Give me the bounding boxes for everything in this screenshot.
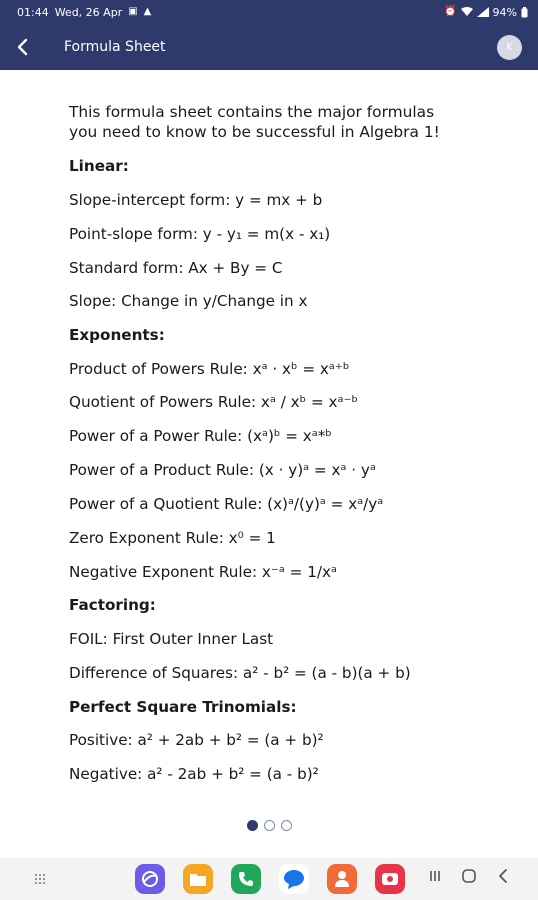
- formula-content: [0, 70, 538, 858]
- formula-product-of-powers: Product of Powers Rule: xᵃ · xᵇ = xᵃ⁺ᵇ: [69, 360, 350, 378]
- wifi-icon: [461, 7, 473, 17]
- page-dot-2[interactable]: [264, 820, 275, 831]
- intro-line: you need to know to be successful in Algebra 1!: [69, 123, 440, 141]
- system-back-button[interactable]: [492, 868, 514, 889]
- system-nav-bar: [0, 858, 538, 900]
- home-button[interactable]: [458, 868, 480, 889]
- section-heading-linear: Linear:: [69, 157, 129, 175]
- intro-line: This formula sheet contains the major formulas: [69, 103, 435, 121]
- recents-button[interactable]: [424, 868, 446, 888]
- screen-recorder-icon[interactable]: [375, 864, 405, 894]
- page-indicator: [0, 820, 538, 831]
- system-back-icon: [497, 868, 509, 884]
- section-heading-exponents: Exponents:: [69, 326, 165, 344]
- formula-negative-trinomial: Negative: a² - 2ab + b² = (a - b)²: [69, 765, 319, 783]
- section-heading-perfect-square-trinomials: Perfect Square Trinomials:: [69, 698, 297, 716]
- formula-zero-exponent: Zero Exponent Rule: x⁰ = 1: [69, 529, 276, 547]
- home-icon: [461, 868, 477, 884]
- back-arrow-icon: [15, 38, 29, 56]
- formula-difference-of-squares: Difference of Squares: a² - b² = (a - b)(a + b): [69, 664, 411, 682]
- formula-quotient-of-powers: Quotient of Powers Rule: xᵃ / xᵇ = xᵃ⁻ᵇ: [69, 393, 358, 411]
- formula-point-slope: Point-slope form: y - y₁ = m(x - x₁): [69, 225, 331, 243]
- phone-icon[interactable]: [231, 864, 261, 894]
- app-drawer-icon[interactable]: [34, 873, 46, 885]
- internet-icon[interactable]: [135, 864, 165, 894]
- back-button[interactable]: [0, 24, 44, 70]
- status-time: 01:44: [17, 5, 49, 19]
- recents-icon: [428, 869, 442, 883]
- app-bar: [0, 24, 538, 70]
- formula-power-of-quotient: Power of a Quotient Rule: (x)ᵃ/(y)ᵃ = xᵃ/yᵃ: [69, 495, 384, 513]
- battery-icon: [521, 7, 528, 18]
- formula-standard-form: Standard form: Ax + By = C: [69, 259, 283, 277]
- formula-power-of-product: Power of a Product Rule: (x · y)ᵃ = xᵃ · yᵃ: [69, 461, 376, 479]
- formula-slope-intercept: Slope-intercept form: y = mx + b: [69, 191, 323, 209]
- contacts-icon[interactable]: [327, 864, 357, 894]
- page-dot-1[interactable]: [247, 820, 258, 831]
- formula-negative-exponent: Negative Exponent Rule: x⁻ᵃ = 1/xᵃ: [69, 563, 337, 581]
- formula-slope: Slope: Change in y/Change in x: [69, 292, 308, 310]
- intro-text: [69, 102, 489, 142]
- page-dot-3[interactable]: [281, 820, 292, 831]
- status-bar: [0, 0, 538, 24]
- avatar[interactable]: K: [497, 35, 522, 60]
- warning-notification-icon: ▲: [143, 6, 152, 17]
- section-heading-factoring: Factoring:: [69, 596, 156, 614]
- alarm-icon: ⏰: [444, 6, 457, 17]
- status-date: Wed, 26 Apr: [54, 5, 123, 19]
- formula-power-of-power: Power of a Power Rule: (xᵃ)ᵇ = xᵃ*ᵇ: [69, 427, 332, 445]
- files-icon[interactable]: [183, 864, 213, 894]
- page-title: Formula Sheet: [64, 39, 166, 55]
- battery-percent: 94%: [492, 5, 517, 19]
- messages-icon[interactable]: [279, 864, 309, 894]
- formula-foil: FOIL: First Outer Inner Last: [69, 630, 274, 648]
- gallery-notification-icon: ▣: [128, 6, 138, 17]
- signal-icon: [477, 7, 489, 17]
- formula-positive-trinomial: Positive: a² + 2ab + b² = (a + b)²: [69, 731, 324, 749]
